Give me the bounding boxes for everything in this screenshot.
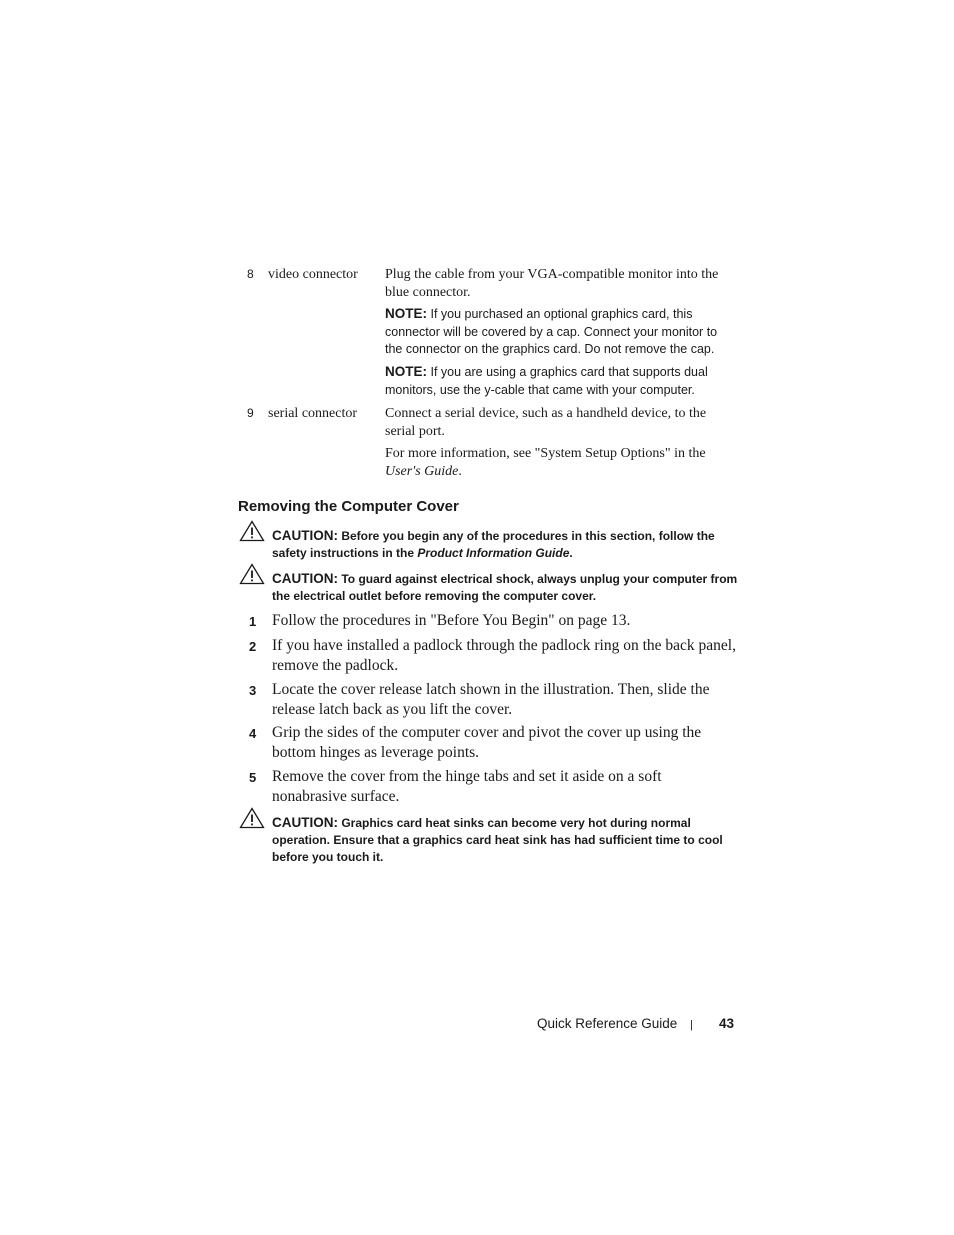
step-number: 3: [249, 683, 257, 698]
caution-text: Before you begin any of the procedures in this section, follow the safety instructions in the: [272, 529, 715, 560]
note-label: NOTE:: [385, 364, 427, 379]
note-label: NOTE:: [385, 306, 427, 321]
caution: [272, 570, 742, 605]
step-number: 5: [249, 770, 257, 785]
caution: [272, 814, 732, 866]
row-number: 8: [247, 267, 254, 281]
more-info: [385, 445, 730, 480]
caution-label: CAUTION:: [272, 571, 338, 586]
step-text: If you have installed a padlock through the padlock ring on the back panel, remove the padlock.: [272, 637, 736, 674]
note-text: If you are using a graphics card that supports dual monitors, use the y-cable that came with your computer.: [385, 365, 708, 397]
step-number: 2: [249, 639, 257, 654]
connector-description: Connect a serial device, such as a handheld device, to the serial port.: [385, 406, 707, 439]
step-number: 4: [249, 726, 257, 741]
footer-separator: |: [690, 1019, 693, 1031]
caution-label: CAUTION:: [272, 815, 338, 830]
caution-text: Graphics card heat sinks can become very hot during normal operation. Ensure that a graphics card heat sink has had sufficient time to cool before you touch it.: [272, 816, 723, 864]
note: [385, 305, 730, 359]
row-number: 9: [247, 406, 254, 420]
warning-triangle-icon: [239, 807, 265, 829]
warning-triangle-icon: [239, 520, 265, 542]
section-heading: Removing the Computer Cover: [238, 498, 459, 515]
caution-text-end: .: [569, 546, 573, 560]
note: [385, 363, 730, 399]
caution-label: CAUTION:: [272, 528, 338, 543]
users-guide-title: User's Guide: [385, 463, 459, 479]
warning-triangle-icon: [239, 563, 265, 585]
connector-description: Plug the cable from your VGA-compatible monitor into the blue connector.: [385, 267, 719, 300]
page-number: 43: [719, 1016, 735, 1031]
step-text: Grip the sides of the computer cover and pivot the cover up using the bottom hinges as leverage points.: [272, 724, 702, 761]
step-text: Locate the cover release latch shown in the illustration. Then, slide the release latch back as you lift the cover.: [272, 681, 710, 718]
more-info-text: For more information, see "System Setup Options" in the: [385, 446, 706, 461]
more-info-suffix: .: [458, 463, 462, 479]
step-text: Follow the procedures in "Before You Begin" on page 13.: [272, 612, 631, 629]
connector-name: video connector: [268, 267, 358, 282]
connector-name: serial connector: [268, 406, 358, 421]
caution-text: To guard against electrical shock, always unplug your computer from the electrical outlet before removing the computer cover.: [272, 572, 738, 603]
step-number: 1: [249, 614, 257, 629]
product-information-guide-title: Product Information Guide: [417, 546, 570, 560]
footer-guide-title: Quick Reference Guide: [537, 1016, 678, 1031]
note-text: If you purchased an optional graphics card, this connector will be covered by a cap. Connect your monitor to the connector on the graphics card. Do not remove the cap.: [385, 307, 718, 356]
caution: [272, 527, 737, 562]
step-text: Remove the cover from the hinge tabs and set it aside on a soft nonabrasive surface.: [272, 768, 662, 805]
